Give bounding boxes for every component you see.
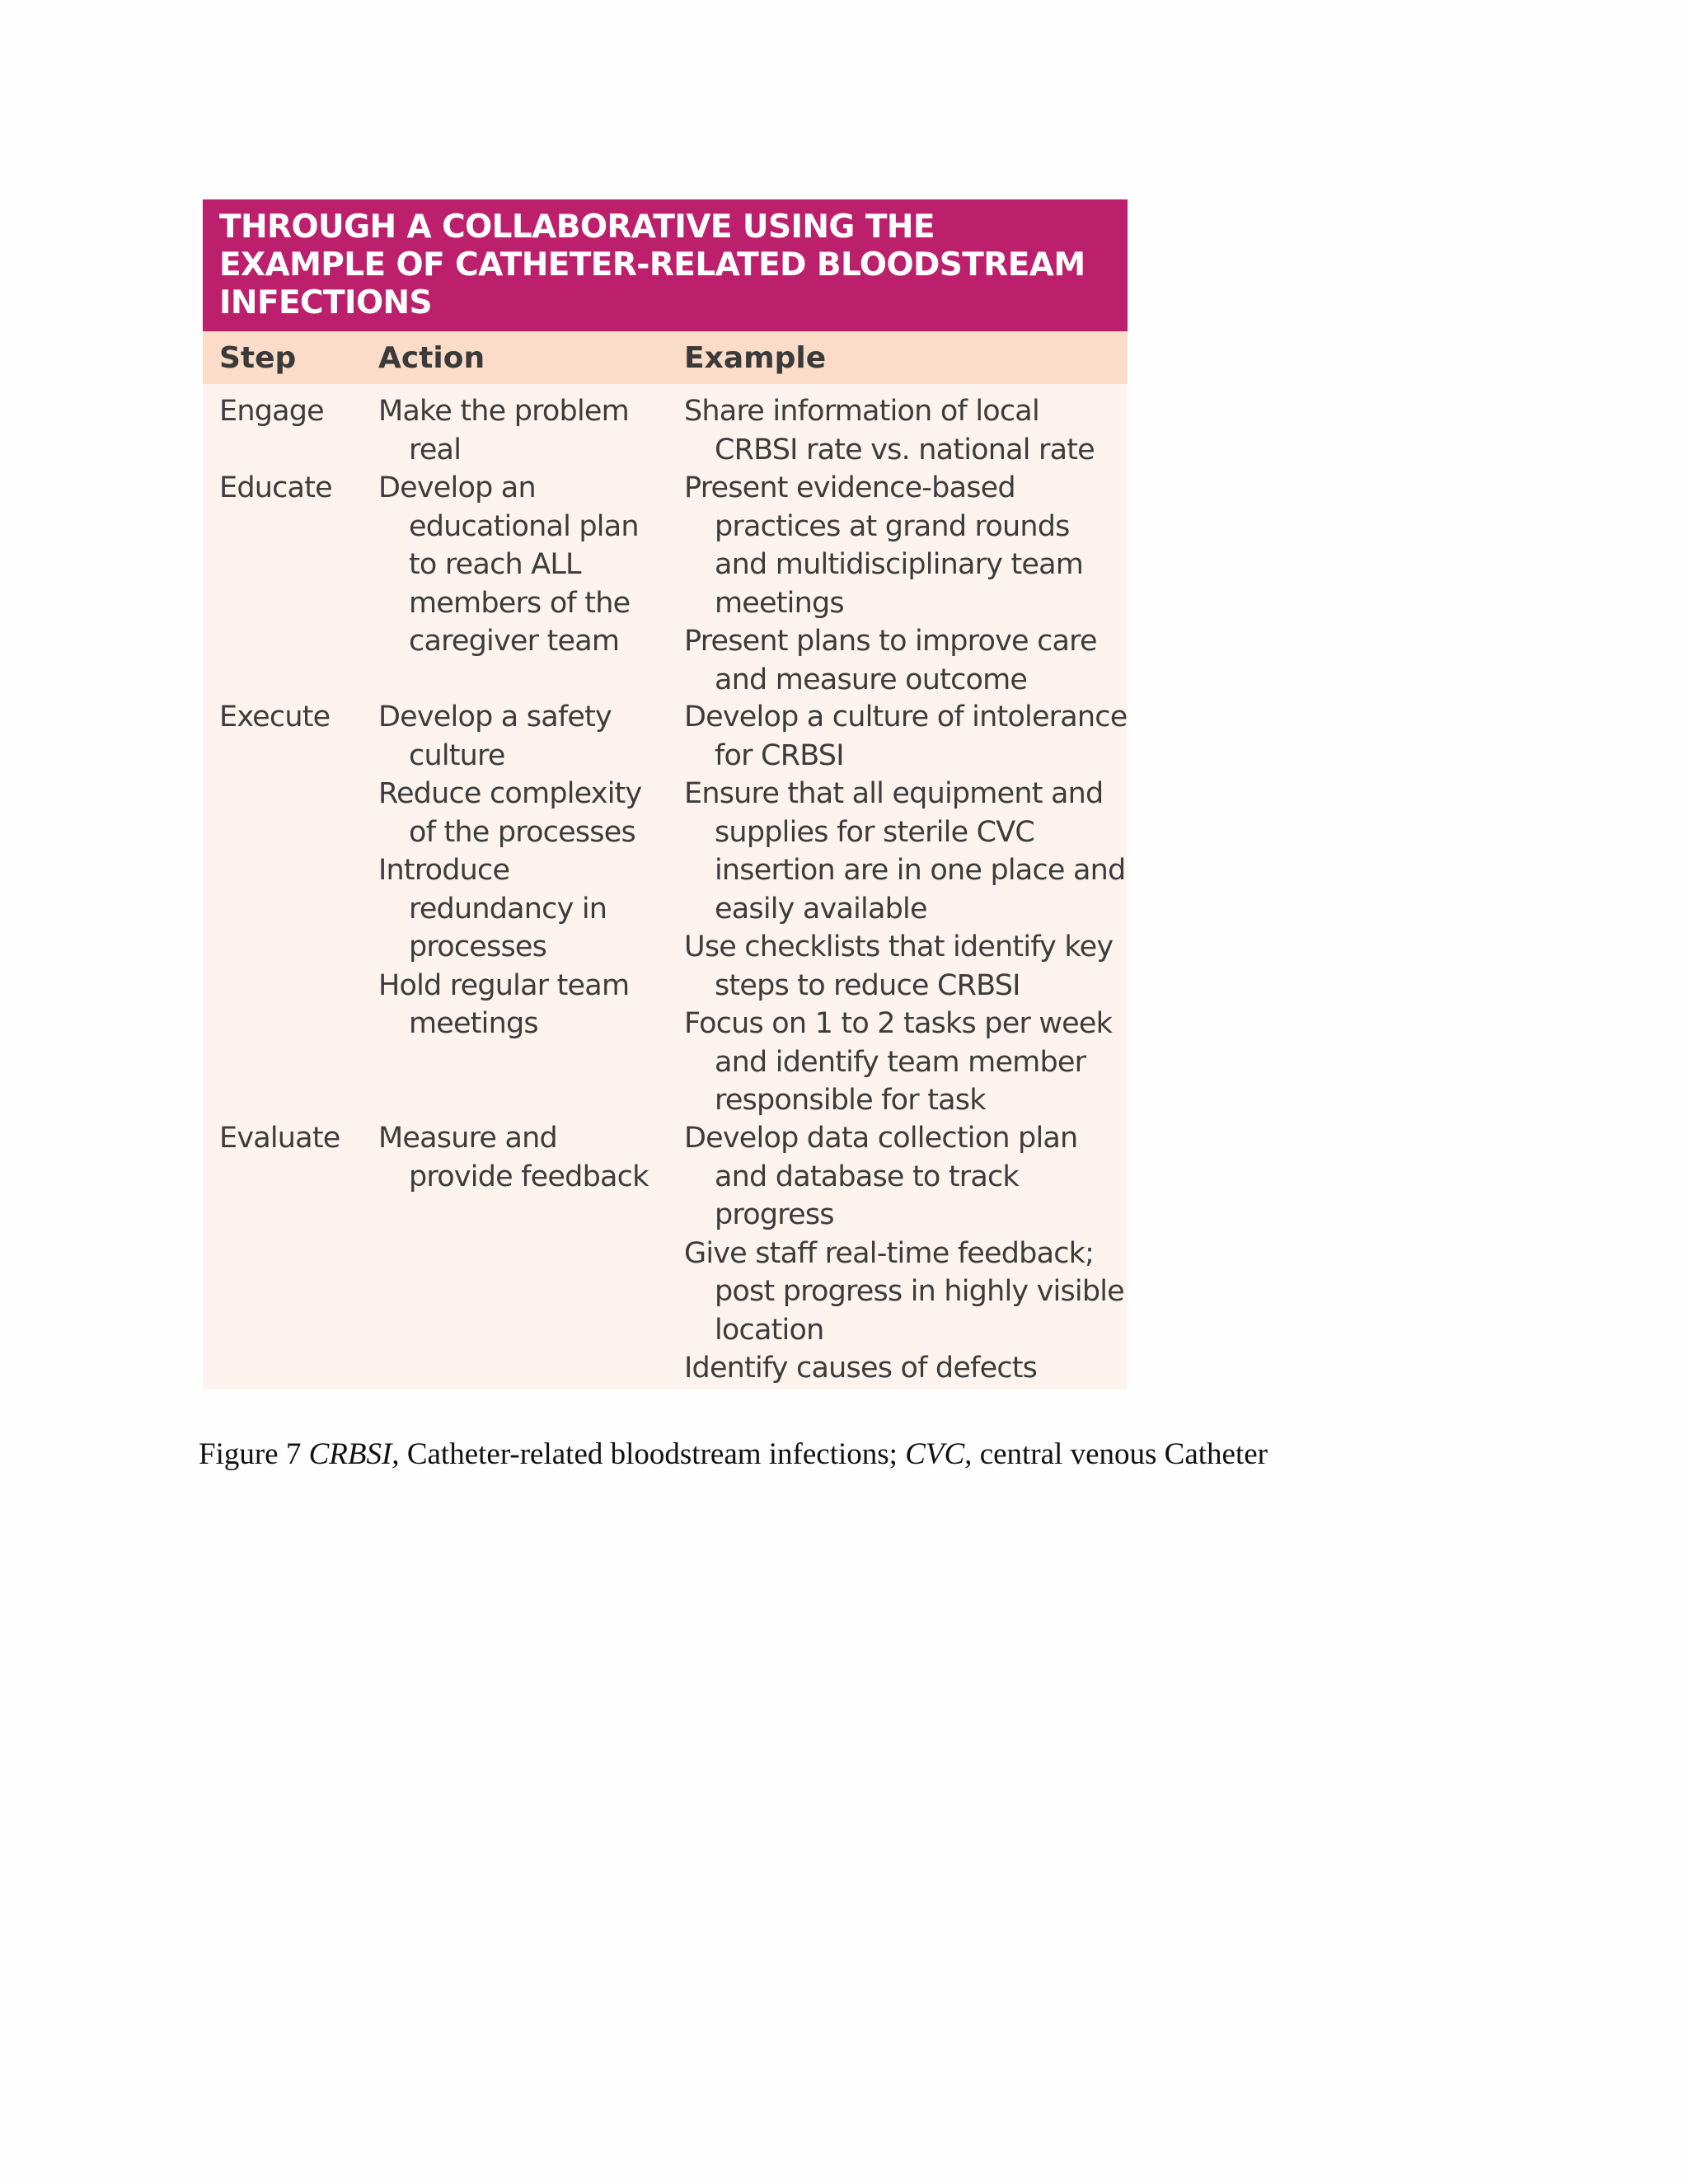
- caption-label: Figure 7: [199, 1437, 302, 1471]
- caption-abbr-crbsi: CRBSI,: [308, 1437, 400, 1471]
- example-entry: Focus on 1 to 2 tasks per week and identify team member responsible for task: [684, 1007, 1113, 1117]
- action-cell: [378, 698, 654, 1043]
- example-entry: Present evidence-based practices at grand rounds and multidisciplinary team meetings: [684, 471, 1084, 620]
- action-entry: Develop an educational plan to reach ALL members of the caregiver team: [378, 471, 639, 658]
- table-title: THROUGH A COLLABORATIVE USING THE EXAMPLE OF CATHETER-RELATED BLOODSTREAM INFECTIONS: [203, 199, 1128, 331]
- example-entry: Develop data collection plan and database to track progress: [684, 1122, 1078, 1231]
- figure-caption: [199, 1436, 1268, 1472]
- caption-def-crbsi: Catheter-related bloodstream infections;: [406, 1437, 898, 1471]
- action-cell: [378, 1119, 654, 1196]
- step-cell: Execute: [219, 701, 331, 733]
- table-header-row: [203, 331, 1128, 384]
- example-entry: Ensure that all equipment and supplies for sterile CVC insertion are in one place and easily available: [684, 777, 1126, 926]
- caption-def-cvc: central venous Catheter: [979, 1437, 1268, 1471]
- example-entry: Develop a culture of intolerance for CRBSI: [684, 701, 1128, 772]
- step-cell: Evaluate: [219, 1122, 340, 1155]
- example-entry: Use checklists that identify key steps to reduce CRBSI: [684, 930, 1114, 1002]
- step-cell: Engage: [219, 395, 324, 428]
- header-example: Example: [684, 341, 827, 375]
- catheter-collaborative-table: [203, 199, 1128, 1390]
- caption-abbr-cvc: CVC,: [905, 1437, 973, 1471]
- action-cell: [378, 469, 654, 661]
- action-entry: Make the problem real: [378, 395, 629, 466]
- header-step: Step: [219, 341, 297, 375]
- example-cell: [684, 698, 1128, 1120]
- action-cell: [378, 392, 654, 469]
- action-entry: Reduce complexity of the processes: [378, 777, 642, 849]
- example-entry: Share information of local CRBSI rate vs. national rate: [684, 395, 1095, 466]
- example-entry: Give staff real-time feedback; post progress in highly visible location: [684, 1236, 1124, 1347]
- action-entry: Measure and provide feedback: [378, 1122, 649, 1193]
- example-entry: Present plans to improve care and measure outcome: [684, 625, 1097, 696]
- step-cell: Educate: [219, 471, 332, 504]
- example-entry: Identify causes of defects: [684, 1352, 1038, 1385]
- header-action: Action: [378, 341, 485, 375]
- example-cell: [684, 392, 1128, 469]
- action-entry: Develop a safety culture: [378, 701, 612, 772]
- example-cell: [684, 1119, 1128, 1388]
- action-entry: Hold regular team meetings: [378, 968, 630, 1040]
- table-body: [203, 384, 1128, 1390]
- example-cell: [684, 469, 1128, 699]
- action-entry: Introduce redundancy in processes: [378, 854, 607, 963]
